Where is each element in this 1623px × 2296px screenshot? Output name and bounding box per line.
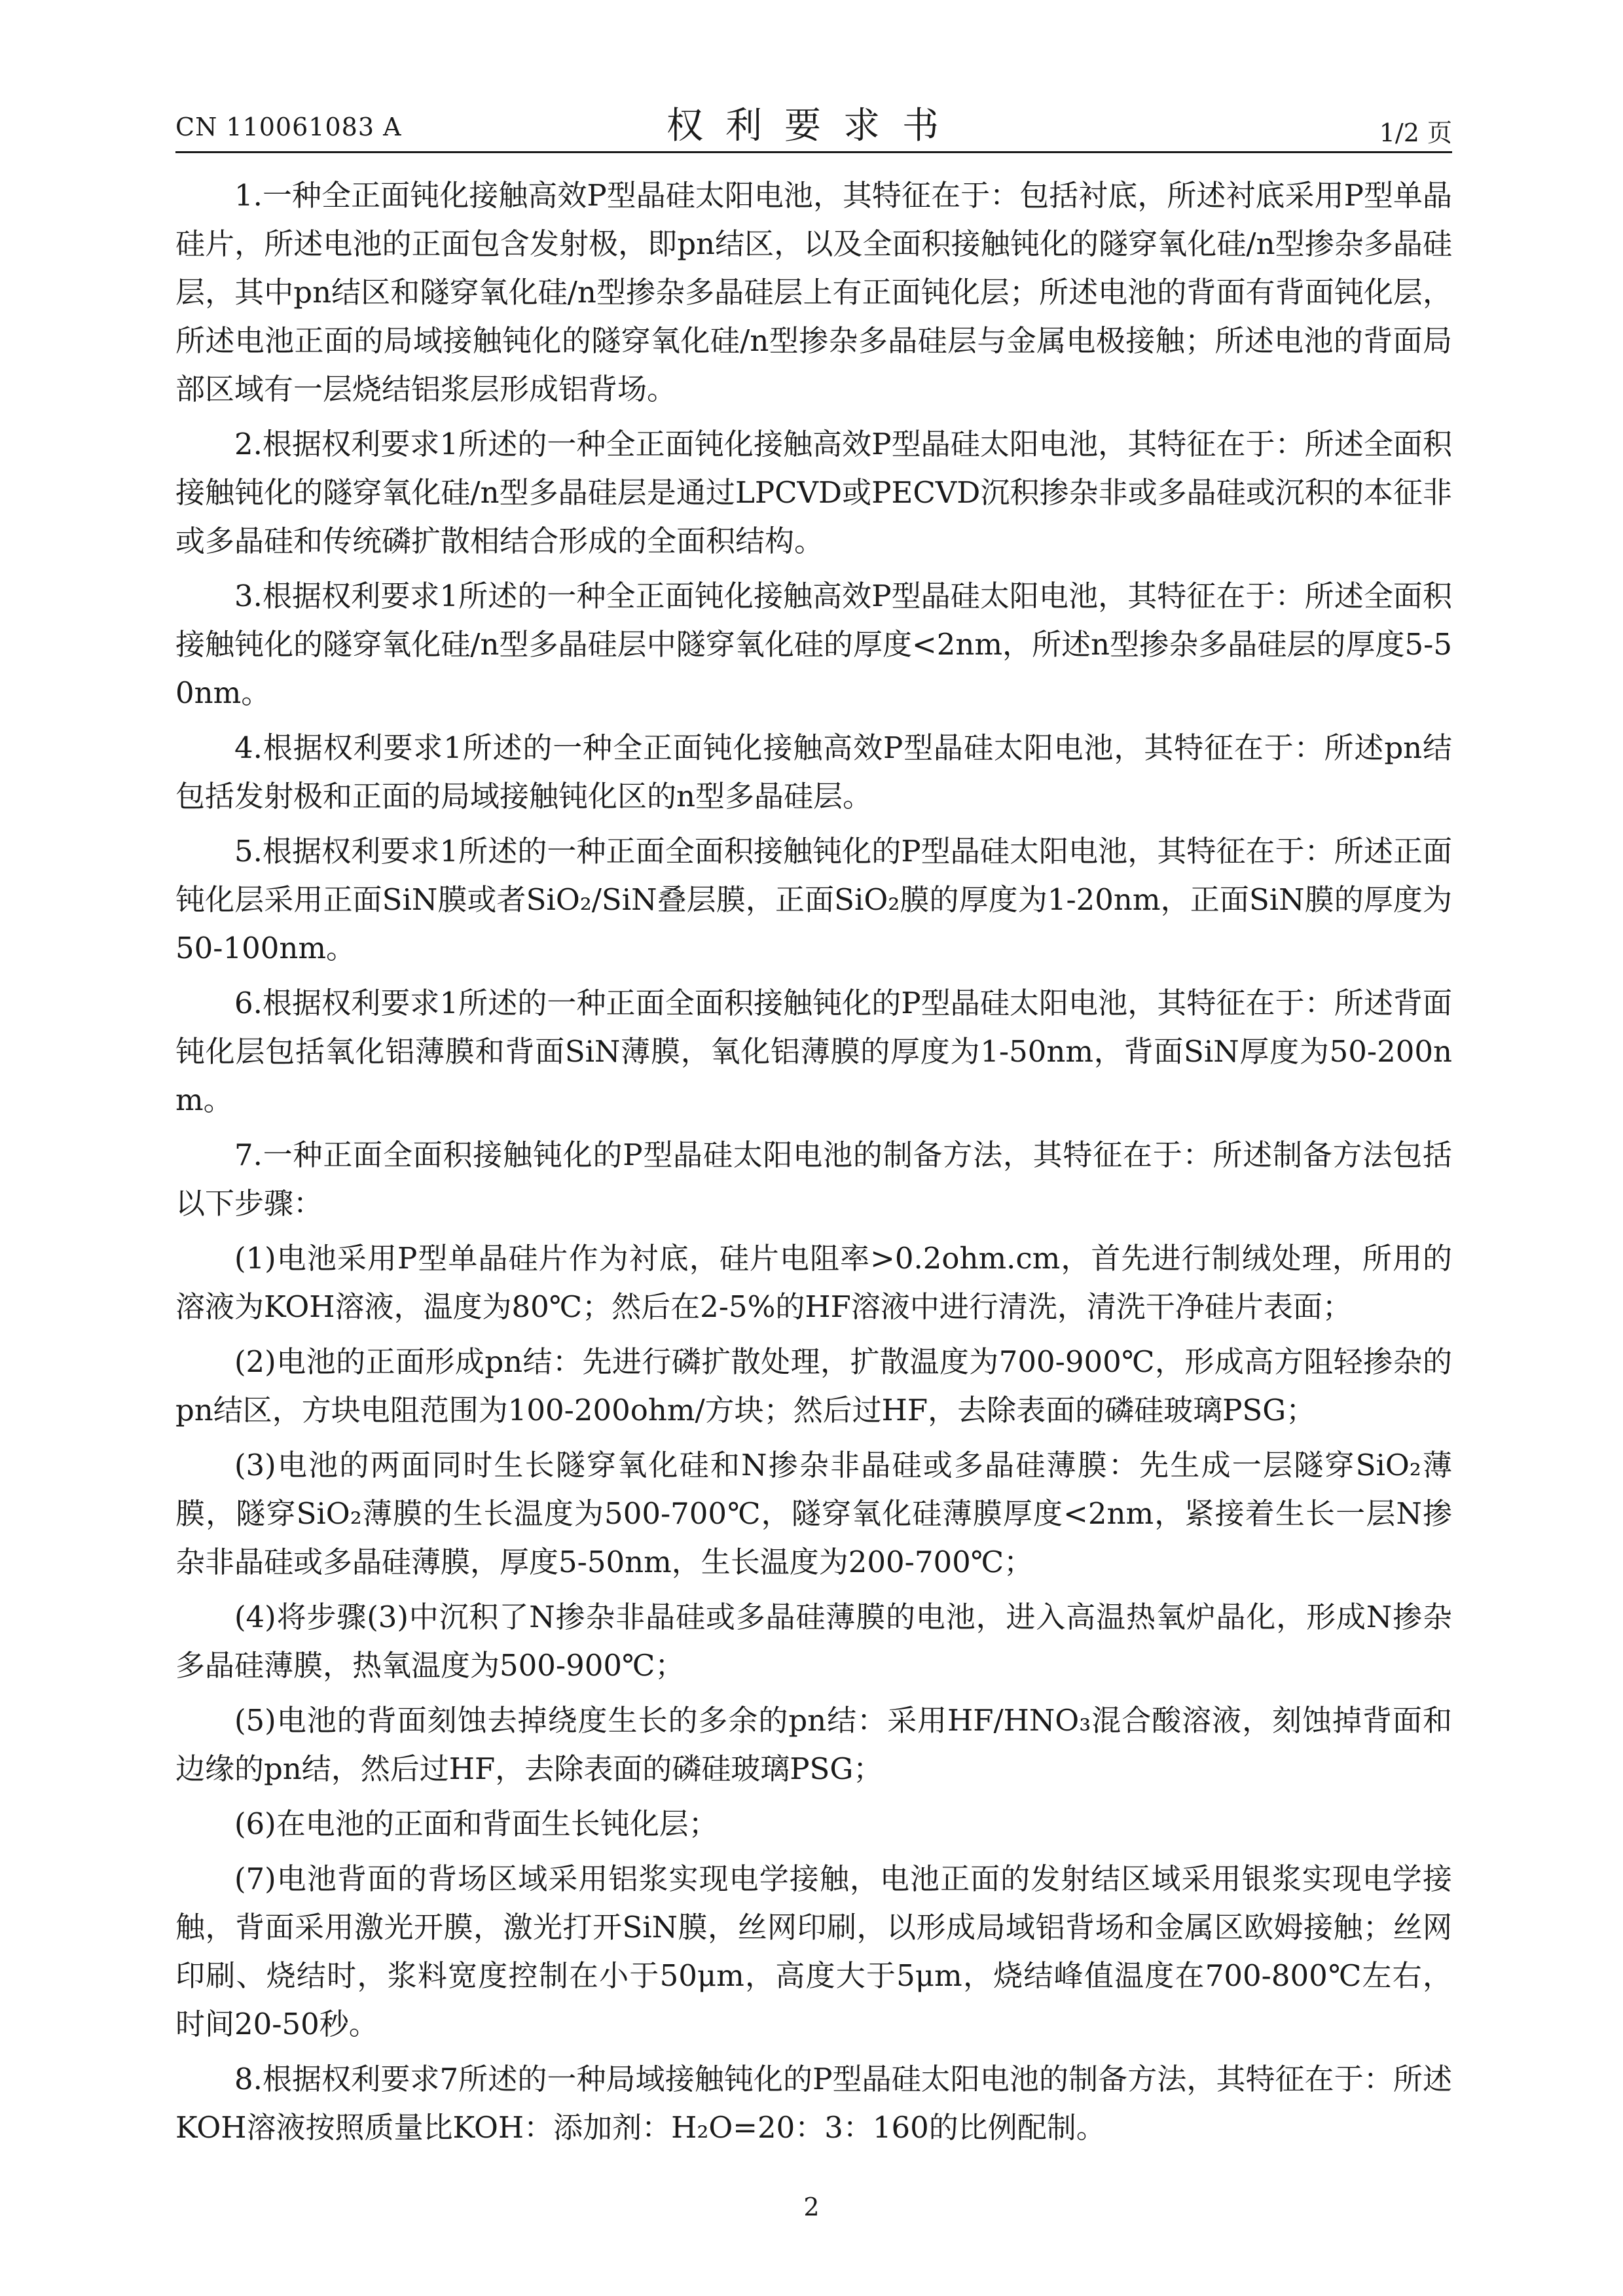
claim-7-step-7: (7)电池背面的背场区域采用铝浆实现电学接触，电池正面的发射结区域采用银浆实现电学接触，背面采用激光开膜，激光打开SiN膜，丝网印刷，以形成局域铝背场和金属区欧姆接触；丝网印刷、烧结时，浆料宽度控制在小于50μm，高度大于5μm，烧结峰值温度在700-800℃左右，时间20-50秒。 bbox=[175, 1861, 1452, 2041]
claim-8: 8.根据权利要求7所述的一种局域接触钝化的P型晶硅太阳电池的制备方法，其特征在于：所述KOH溶液按照质量比KOH：添加剂：H₂O=20：3：160的比例配制。 bbox=[175, 2062, 1452, 2145]
claim-5: 5.根据权利要求1所述的一种正面全面积接触钝化的P型晶硅太阳电池，其特征在于：所述正面钝化层采用正面SiN膜或者SiO₂/SiN叠层膜，正面SiO₂膜的厚度为1-20nm，正面SiN膜的厚度为50-100nm。 bbox=[175, 834, 1452, 965]
claim-2: 2.根据权利要求1所述的一种全正面钝化接触高效P型晶硅太阳电池，其特征在于：所述全面积接触钝化的隧穿氧化硅/n型多晶硅层是通过LPCVD或PECVD沉积掺杂非或多晶硅或沉积的本征非或多晶硅和传统磷扩散相结合形成的全面积结构。 bbox=[175, 427, 1452, 558]
claim-3: 3.根据权利要求1所述的一种全正面钝化接触高效P型晶硅太阳电池，其特征在于：所述全面积接触钝化的隧穿氧化硅/n型多晶硅层中隧穿氧化硅的厚度<2nm，所述n型掺杂多晶硅层的厚度5-50nm。 bbox=[175, 579, 1452, 710]
claim-1: 1.一种全正面钝化接触高效P型晶硅太阳电池，其特征在于：包括衬底，所述衬底采用P型单晶硅片，所述电池的正面包含发射极，即pn结区，以及全面积接触钝化的隧穿氧化硅/n型掺杂多晶硅层，其中pn结区和隧穿氧化硅/n型掺杂多晶硅层上有正面钝化层；所述电池的背面有背面钝化层，所述电池正面的局域接触钝化的隧穿氧化硅/n型掺杂多晶硅层与金属电极接触；所述电池的背面局部区域有一层烧结铝浆层形成铝背场。 bbox=[175, 178, 1452, 406]
claim-7: 7.一种正面全面积接触钝化的P型晶硅太阳电池的制备方法，其特征在于：所述制备方法包括以下步骤： bbox=[175, 1138, 1452, 1221]
claim-7-step-3: (3)电池的两面同时生长隧穿氧化硅和N掺杂非晶硅或多晶硅薄膜：先生成一层隧穿SiO₂薄膜，隧穿SiO₂薄膜的生长温度为500-700℃，隧穿氧化硅薄膜厚度<2nm，紧接着生长一层N掺杂非晶硅或多晶硅薄膜，厚度5-50nm，生长温度为200-700℃； bbox=[175, 1448, 1452, 1579]
claim-7-step-5: (5)电池的背面刻蚀去掉绕度生长的多余的pn结：采用HF/HNO₃混合酸溶液，刻蚀掉背面和边缘的pn结，然后过HF，去除表面的磷硅玻璃PSG； bbox=[175, 1703, 1452, 1786]
claim-7-step-4: (4)将步骤(3)中沉积了N掺杂非晶硅或多晶硅薄膜的电池，进入高温热氧炉晶化，形成N掺杂多晶硅薄膜，热氧温度为500-900℃； bbox=[175, 1600, 1452, 1683]
document-title: 权利要求书 bbox=[666, 105, 961, 147]
publication-number: CN 110061083 A bbox=[175, 113, 402, 141]
page-number: 2 bbox=[803, 2193, 820, 2221]
claim-6: 6.根据权利要求1所述的一种正面全面积接触钝化的P型晶硅太阳电池，其特征在于：所述背面钝化层包括氧化铝薄膜和背面SiN薄膜，氧化铝薄膜的厚度为1-50nm，背面SiN厚度为50-200nm。 bbox=[175, 986, 1452, 1117]
page-header bbox=[175, 97, 1452, 148]
claim-7-step-6: (6)在电池的正面和背面生长钝化层； bbox=[234, 1806, 718, 1841]
claim-4: 4.根据权利要求1所述的一种全正面钝化接触高效P型晶硅太阳电池，其特征在于：所述pn结包括发射极和正面的局域接触钝化区的n型多晶硅层。 bbox=[175, 730, 1452, 814]
claims-body bbox=[175, 171, 1452, 2159]
page-of-indicator: 1/2 页 bbox=[1379, 118, 1452, 147]
header-rule bbox=[175, 151, 1452, 153]
claim-7-step-1: (1)电池采用P型单晶硅片作为衬底，硅片电阻率>0.2ohm.cm，首先进行制绒处理，所用的溶液为KOH溶液，温度为80℃；然后在2-5%的HF溶液中进行清洗，清洗干净硅片表面； bbox=[175, 1241, 1452, 1324]
claim-7-step-2: (2)电池的正面形成pn结：先进行磷扩散处理，扩散温度为700-900℃，形成高方阻轻掺杂的pn结区，方块电阻范围为100-200ohm/方块；然后过HF，去除表面的磷硅玻璃PSG； bbox=[175, 1344, 1452, 1427]
